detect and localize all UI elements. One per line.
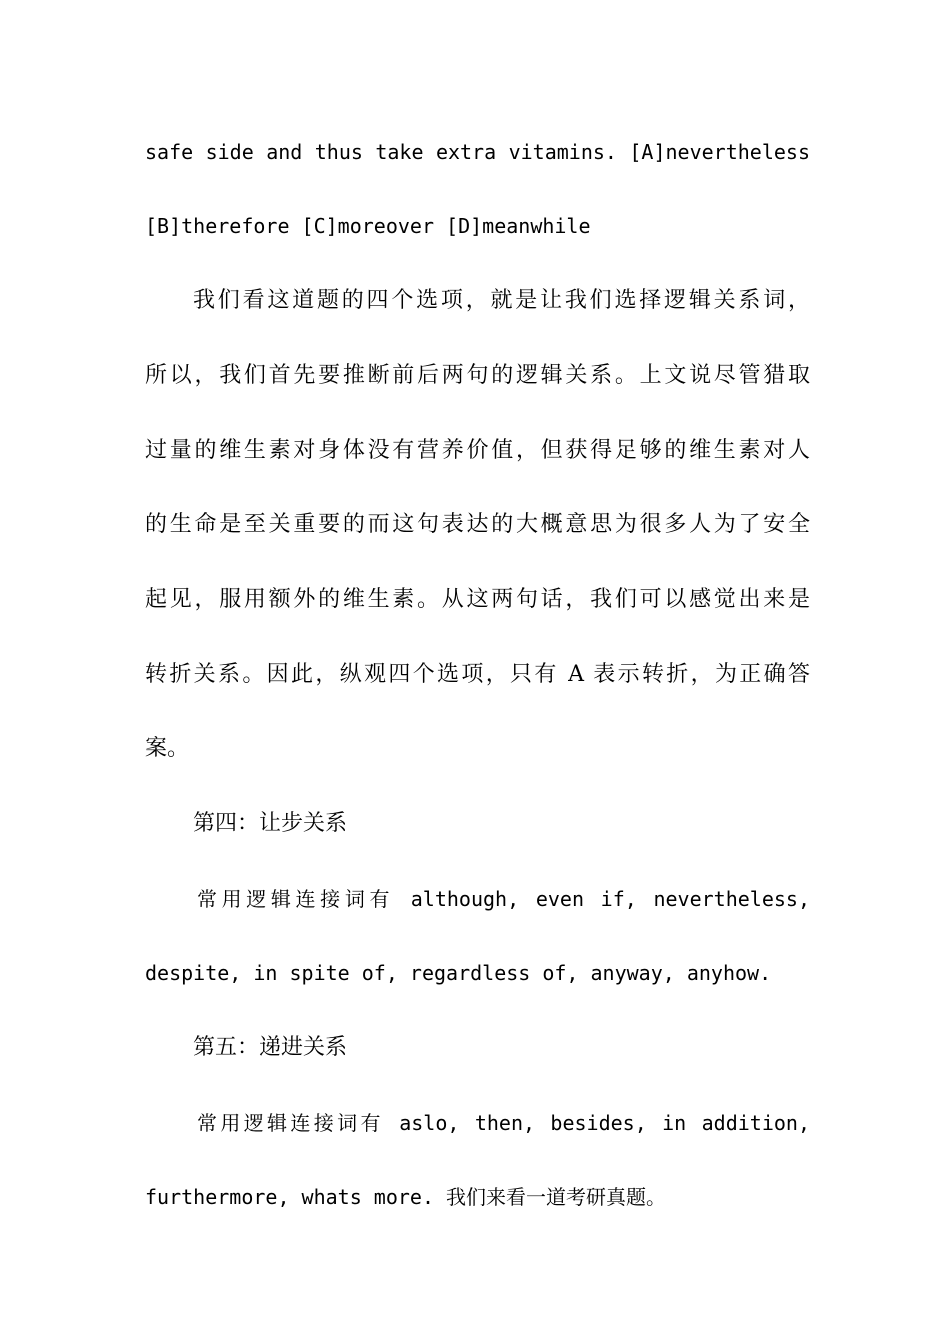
text-line-2: [B]therefore [C]moreover [D]meanwhile — [145, 214, 591, 238]
text-line-5: 过量的维生素对身体没有营养价值，但获得足够的维生素对人 — [145, 438, 810, 463]
text-line-6: 的生命是至关重要的而这句表达的大概意思为很多人为了安全 — [145, 512, 810, 537]
text-line-4: 所以，我们首先要推断前后两句的逻辑关系。上文说尽管猎取 — [145, 363, 810, 388]
text-line-15: furthermore, whats more. 我们来看一道考研真题。 — [145, 1185, 667, 1209]
text-line-8: 转折关系。因此，纵观四个选项，只有 A 表示转折，为正确答 — [145, 662, 810, 687]
text-line-14: 常用逻辑连接词有 aslo, then, besides, in addition, — [197, 1111, 810, 1135]
text-line-12: despite, in spite of, regardless of, anyway, anyhow. — [145, 961, 772, 985]
section-heading-progression: 第五：递进关系 — [193, 1035, 348, 1060]
text-line-11: 常用逻辑连接词有 although, even if, nevertheless, — [197, 887, 810, 911]
text-line-7: 起见，服用额外的维生素。从这两句话，我们可以感觉出来是 — [145, 587, 810, 612]
text-line-3: 我们看这道题的四个选项，就是让我们选择逻辑关系词， — [193, 288, 810, 313]
section-heading-concession: 第四：让步关系 — [193, 811, 348, 836]
text-line-9: 案。 — [145, 736, 190, 761]
text-line-1: safe side and thus take extra vitamins. [A]nevertheless — [145, 140, 810, 164]
